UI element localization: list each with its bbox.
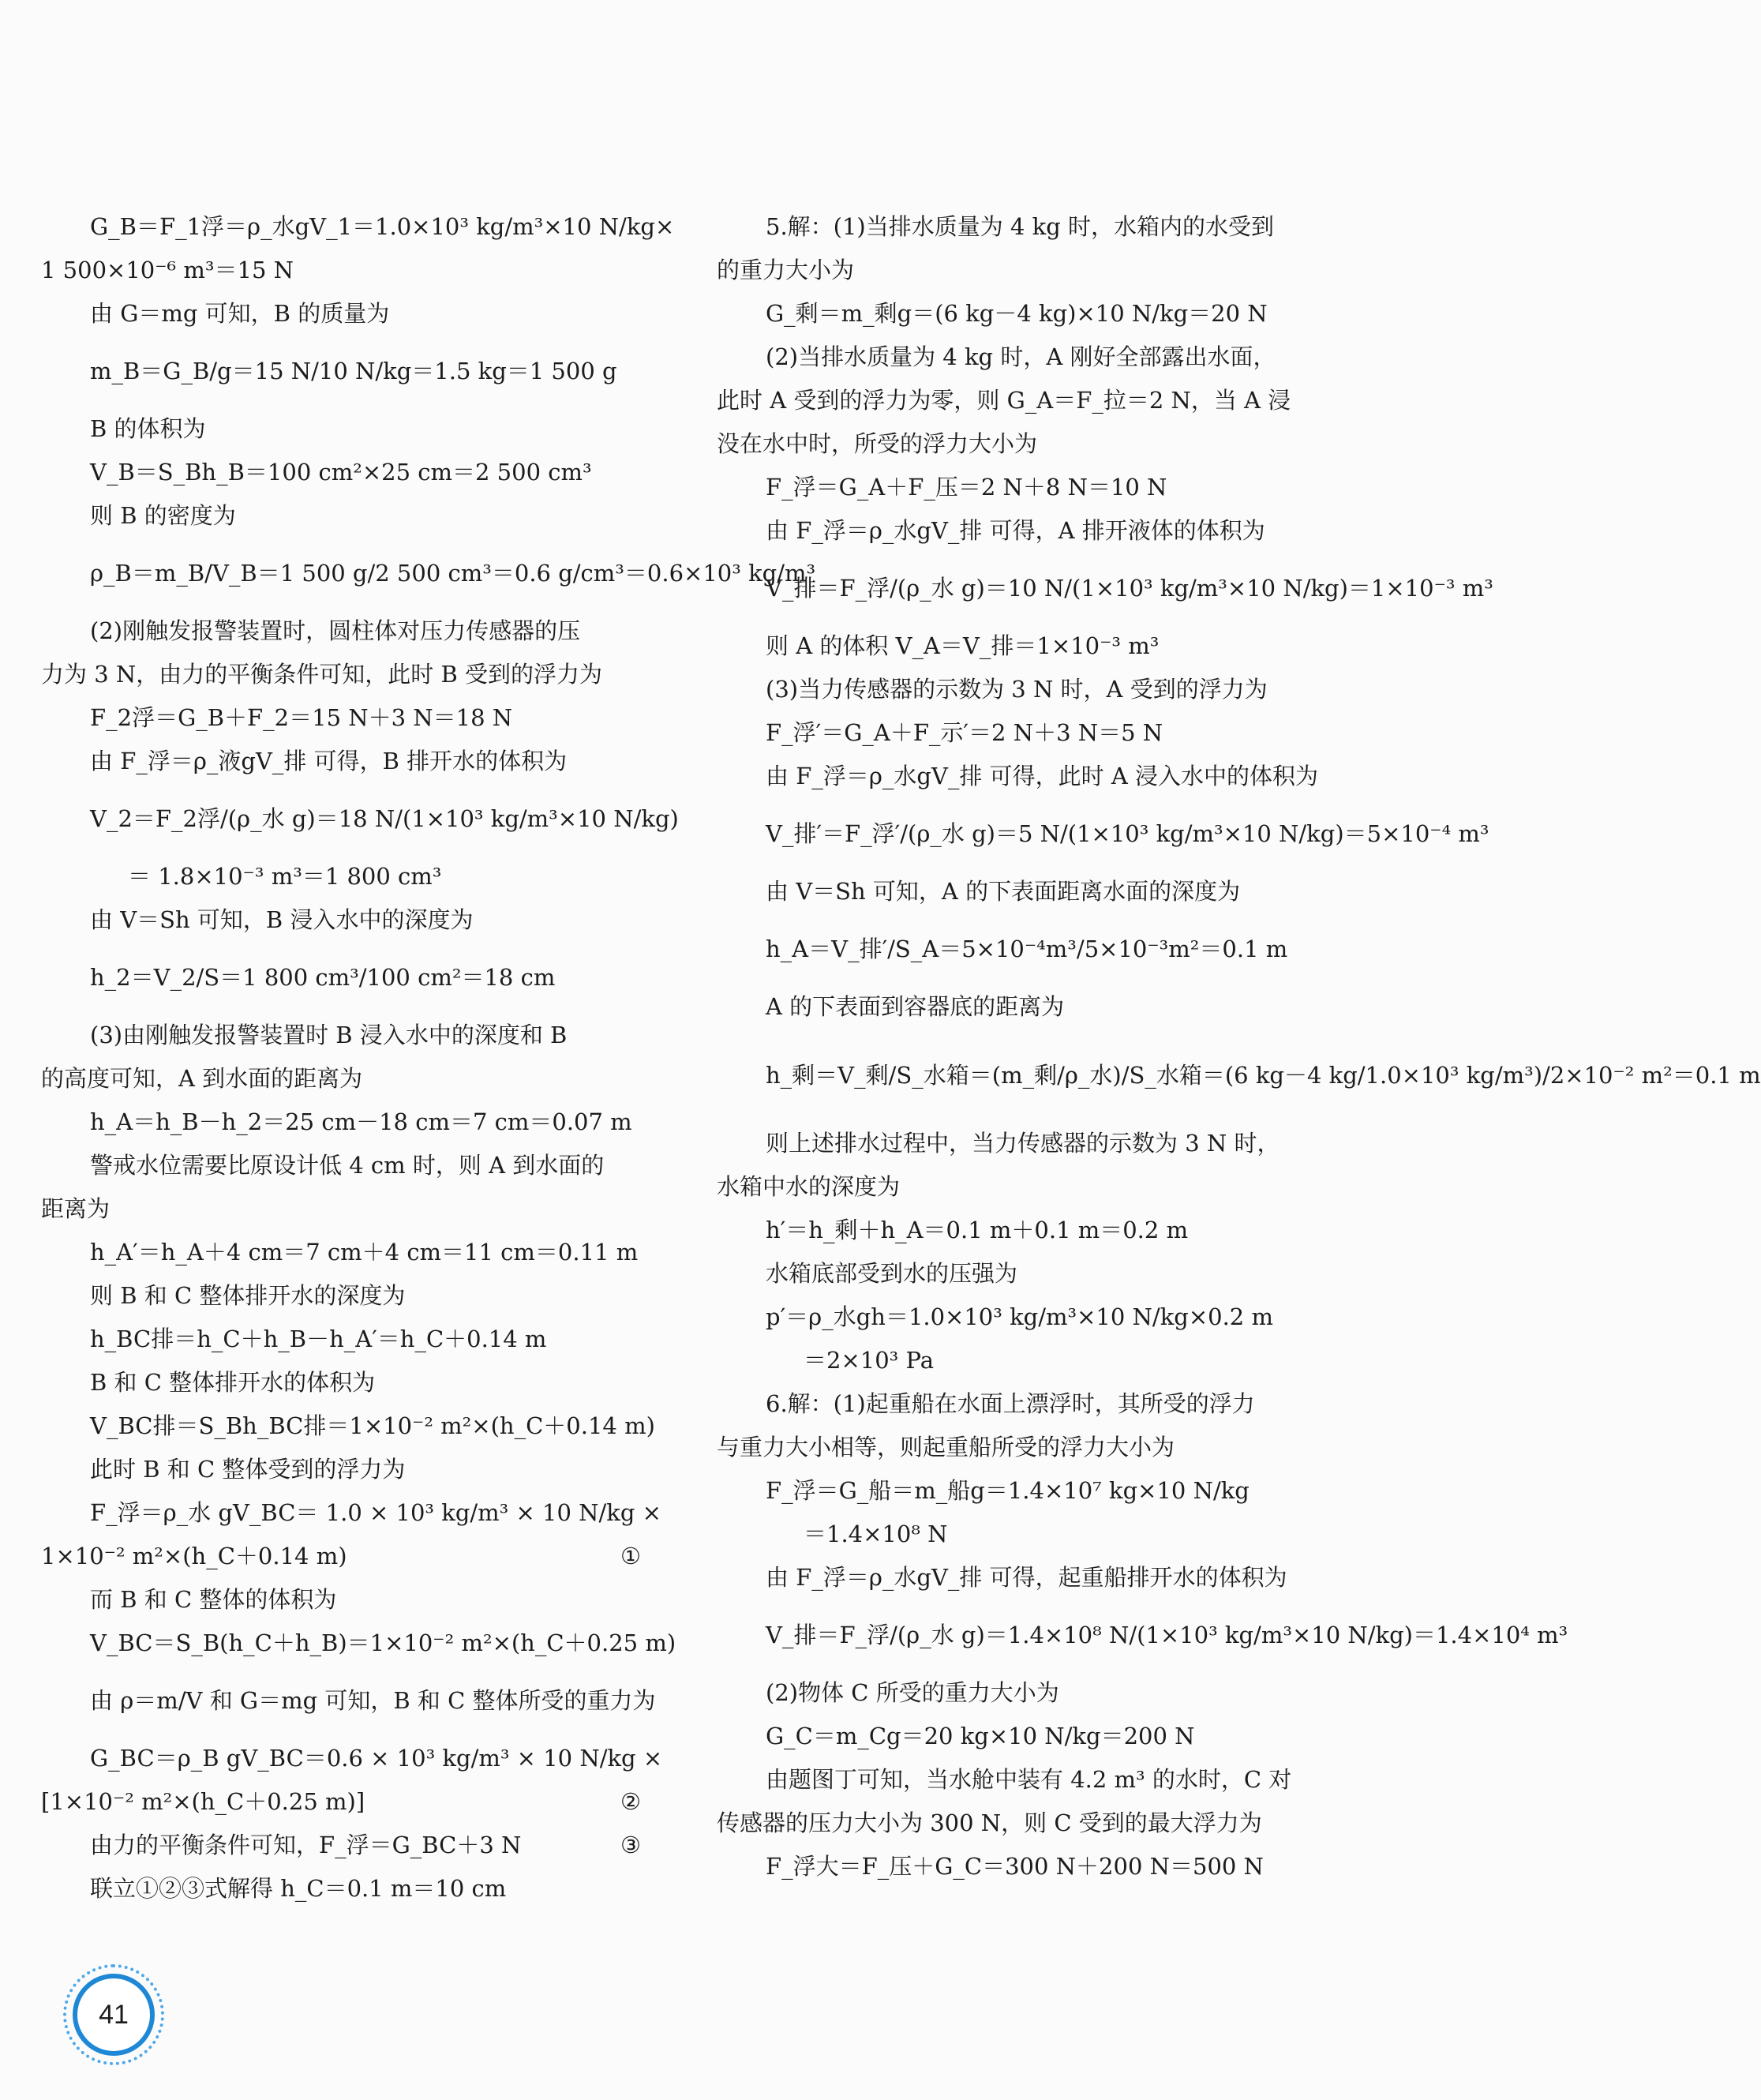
text-line: 由力的平衡条件可知，F_浮＝G_BC＋3 N <box>90 1832 522 1858</box>
text-line: V_BC＝S_B(h_C＋h_B)＝1×10⁻² m²×(h_C＋0.25 m) <box>90 1629 676 1656</box>
formula-line: V_排＝F_浮/(ρ_水 g)＝1.4×10⁸ N/(1×10³ kg/m³×10 N/kg)＝1.4×10⁴ m³ <box>766 1622 1568 1648</box>
text-line: 1 500×10⁻⁶ m³＝15 N <box>41 257 294 283</box>
right-column <box>717 205 1761 1888</box>
text-line: (3)由刚触发报警装置时 B 浸入水中的深度和 B <box>90 1022 568 1048</box>
text-line: 水箱底部受到水的压强为 <box>766 1260 1018 1287</box>
text-line: (3)当力传感器的示数为 3 N 时，A 受到的浮力为 <box>766 676 1268 703</box>
text-line: 由 F_浮＝ρ_水gV_排 可得，A 排开液体的体积为 <box>766 517 1265 544</box>
text-line: 此时 B 和 C 整体受到的浮力为 <box>90 1456 406 1483</box>
text-line: F_浮＝ρ_水 gV_BC＝ 1.0 × 10³ kg/m³ × 10 N/kg × <box>90 1499 661 1526</box>
text-line: 5.解：(1)当排水质量为 4 kg 时，水箱内的水受到 <box>766 213 1274 240</box>
text-line: F_浮′＝G_A＋F_示′＝2 N＋3 N＝5 N <box>766 719 1163 746</box>
text-line: 与重力大小相等，则起重船所受的浮力大小为 <box>717 1434 1175 1461</box>
text-line: 由 G＝mg 可知，B 的质量为 <box>90 300 390 327</box>
text-line: ＝1.4×10⁸ N <box>804 1521 948 1547</box>
text-line: p′＝ρ_水gh＝1.0×10³ kg/m³×10 N/kg×0.2 m <box>766 1303 1273 1330</box>
text-line: h′＝h_剩＋h_A＝0.1 m＋0.1 m＝0.2 m <box>766 1217 1189 1243</box>
formula-line: m_B＝G_B/g＝15 N/10 N/kg＝1.5 kg＝1 500 g <box>90 358 617 384</box>
text-line: 由 F_浮＝ρ_液gV_排 可得，B 排开水的体积为 <box>90 748 568 774</box>
text-line: G_BC＝ρ_B gV_BC＝0.6 × 10³ kg/m³ × 10 N/kg × <box>90 1745 663 1772</box>
text-line: 由题图丁可知，当水舱中装有 4.2 m³ 的水时，C 对 <box>766 1766 1292 1793</box>
text-line: B 和 C 整体排开水的体积为 <box>90 1369 376 1396</box>
formula-line: V_排＝F_浮/(ρ_水 g)＝10 N/(1×10³ kg/m³×10 N/kg)＝1×10⁻³ m³ <box>766 575 1493 602</box>
text-line: (2)刚触发报警装置时，圆柱体对压力传感器的压 <box>90 617 581 644</box>
text-line: [1×10⁻² m²×(h_C＋0.25 m)] <box>41 1788 365 1815</box>
text-line: F_浮＝G_A＋F_压＝2 N＋8 N＝10 N <box>766 474 1167 501</box>
text-line: h_BC排＝h_C＋h_B－h_A′＝h_C＋0.14 m <box>90 1326 547 1352</box>
equation-marker: ③ <box>620 1832 641 1858</box>
formula-line: h_剩＝V_剩/S_水箱＝(m_剩/ρ_水)/S_水箱＝(6 kg－4 kg/1.0×10³ kg/m³)/2×10⁻² m²＝0.1 m <box>766 1062 1761 1089</box>
text-line: (2)物体 C 所受的重力大小为 <box>766 1679 1059 1706</box>
text-line: ＝ 1.8×10⁻³ m³＝1 800 cm³ <box>128 863 442 890</box>
formula-line: V_排′＝F_浮′/(ρ_水 g)＝5 N/(1×10³ kg/m³×10 N/kg)＝5×10⁻⁴ m³ <box>766 820 1489 847</box>
text-line: 1×10⁻² m²×(h_C＋0.14 m) <box>41 1543 347 1569</box>
text-line: 警戒水位需要比原设计低 4 cm 时，则 A 到水面的 <box>90 1152 605 1179</box>
text-line: G_C＝m_Cg＝20 kg×10 N/kg＝200 N <box>766 1723 1195 1749</box>
formula-line: 由 ρ＝m/V 和 G＝mg 可知，B 和 C 整体所受的重力为 <box>90 1687 656 1714</box>
text-line: V_B＝S_Bh_B＝100 cm²×25 cm＝2 500 cm³ <box>90 459 592 486</box>
text-line: G_剩＝m_剩g＝(6 kg－4 kg)×10 N/kg＝20 N <box>766 300 1268 327</box>
text-line: G_B＝F_1浮＝ρ_水gV_1＝1.0×10³ kg/m³×10 N/kg× <box>90 213 675 240</box>
text-line: F_浮＝G_船＝m_船g＝1.4×10⁷ kg×10 N/kg <box>766 1477 1250 1504</box>
text-line: 传感器的压力大小为 300 N，则 C 受到的最大浮力为 <box>717 1809 1262 1836</box>
text-line: 而 B 和 C 整体的体积为 <box>90 1586 337 1613</box>
text-line: F_2浮＝G_B＋F_2＝15 N＋3 N＝18 N <box>90 704 513 731</box>
text-line: 由 F_浮＝ρ_水gV_排 可得，起重船排开水的体积为 <box>766 1564 1287 1591</box>
equation-marker: ② <box>620 1788 641 1815</box>
text-line: F_浮大＝F_压＋G_C＝300 N＋200 N＝500 N <box>766 1853 1264 1880</box>
text-line: (2)当排水质量为 4 kg 时，A 刚好全部露出水面， <box>766 343 1276 370</box>
text-line: 则 B 和 C 整体排开水的深度为 <box>90 1282 406 1309</box>
text-line: h_A′＝h_A＋4 cm＝7 cm＋4 cm＝11 cm＝0.11 m <box>90 1239 639 1266</box>
text-line: 由 F_浮＝ρ_水gV_排 可得，此时 A 浸入水中的体积为 <box>766 763 1318 789</box>
text-line: 距离为 <box>41 1195 111 1222</box>
text-line: 没在水中时，所受的浮力大小为 <box>717 430 1038 457</box>
text-line: 的重力大小为 <box>717 257 855 283</box>
text-line: 则上述排水过程中，当力传感器的示数为 3 N 时， <box>766 1130 1280 1157</box>
formula-line: ρ_B＝m_B/V_B＝1 500 g/2 500 cm³＝0.6 g/cm³＝0.6×10³ kg/m³ <box>90 560 816 587</box>
text-line: A 的下表面到容器底的距离为 <box>766 993 1065 1020</box>
text-line: 由 V＝Sh 可知，B 浸入水中的深度为 <box>90 906 474 933</box>
text-line: 水箱中水的深度为 <box>717 1173 901 1200</box>
text-line: 力为 3 N，由力的平衡条件可知，此时 B 受到的浮力为 <box>41 661 603 688</box>
text-line: B 的体积为 <box>90 415 206 442</box>
formula-line: h_2＝V_2/S＝1 800 cm³/100 cm²＝18 cm <box>90 964 556 991</box>
text-line: 则 A 的体积 V_A＝V_排＝1×10⁻³ m³ <box>766 632 1160 659</box>
text-line: 则 B 的密度为 <box>90 502 236 529</box>
page-number-badge <box>73 1974 155 2056</box>
text-line: 联立①②③式解得 h_C＝0.1 m＝10 cm <box>90 1875 507 1902</box>
text-line: ＝2×10³ Pa <box>804 1347 934 1374</box>
text-line: 6.解：(1)起重船在水面上漂浮时，其所受的浮力 <box>766 1390 1255 1417</box>
text-line: V_BC排＝S_Bh_BC排＝1×10⁻² m²×(h_C＋0.14 m) <box>90 1412 655 1439</box>
formula-line: h_A＝V_排′/S_A＝5×10⁻⁴m³/5×10⁻³m²＝0.1 m <box>766 936 1288 962</box>
text-line: h_A＝h_B－h_2＝25 cm－18 cm＝7 cm＝0.07 m <box>90 1108 632 1135</box>
equation-marker: ① <box>620 1543 641 1569</box>
text-line: 此时 A 受到的浮力为零，则 G_A＝F_拉＝2 N，当 A 浸 <box>717 387 1291 414</box>
text-line: 的高度可知，A 到水面的距离为 <box>41 1065 363 1092</box>
text-line: 由 V＝Sh 可知，A 的下表面距离水面的深度为 <box>766 878 1241 905</box>
formula-line: V_2＝F_2浮/(ρ_水 g)＝18 N/(1×10³ kg/m³×10 N/kg) <box>90 805 679 832</box>
page-number: 41 <box>99 1999 129 2030</box>
